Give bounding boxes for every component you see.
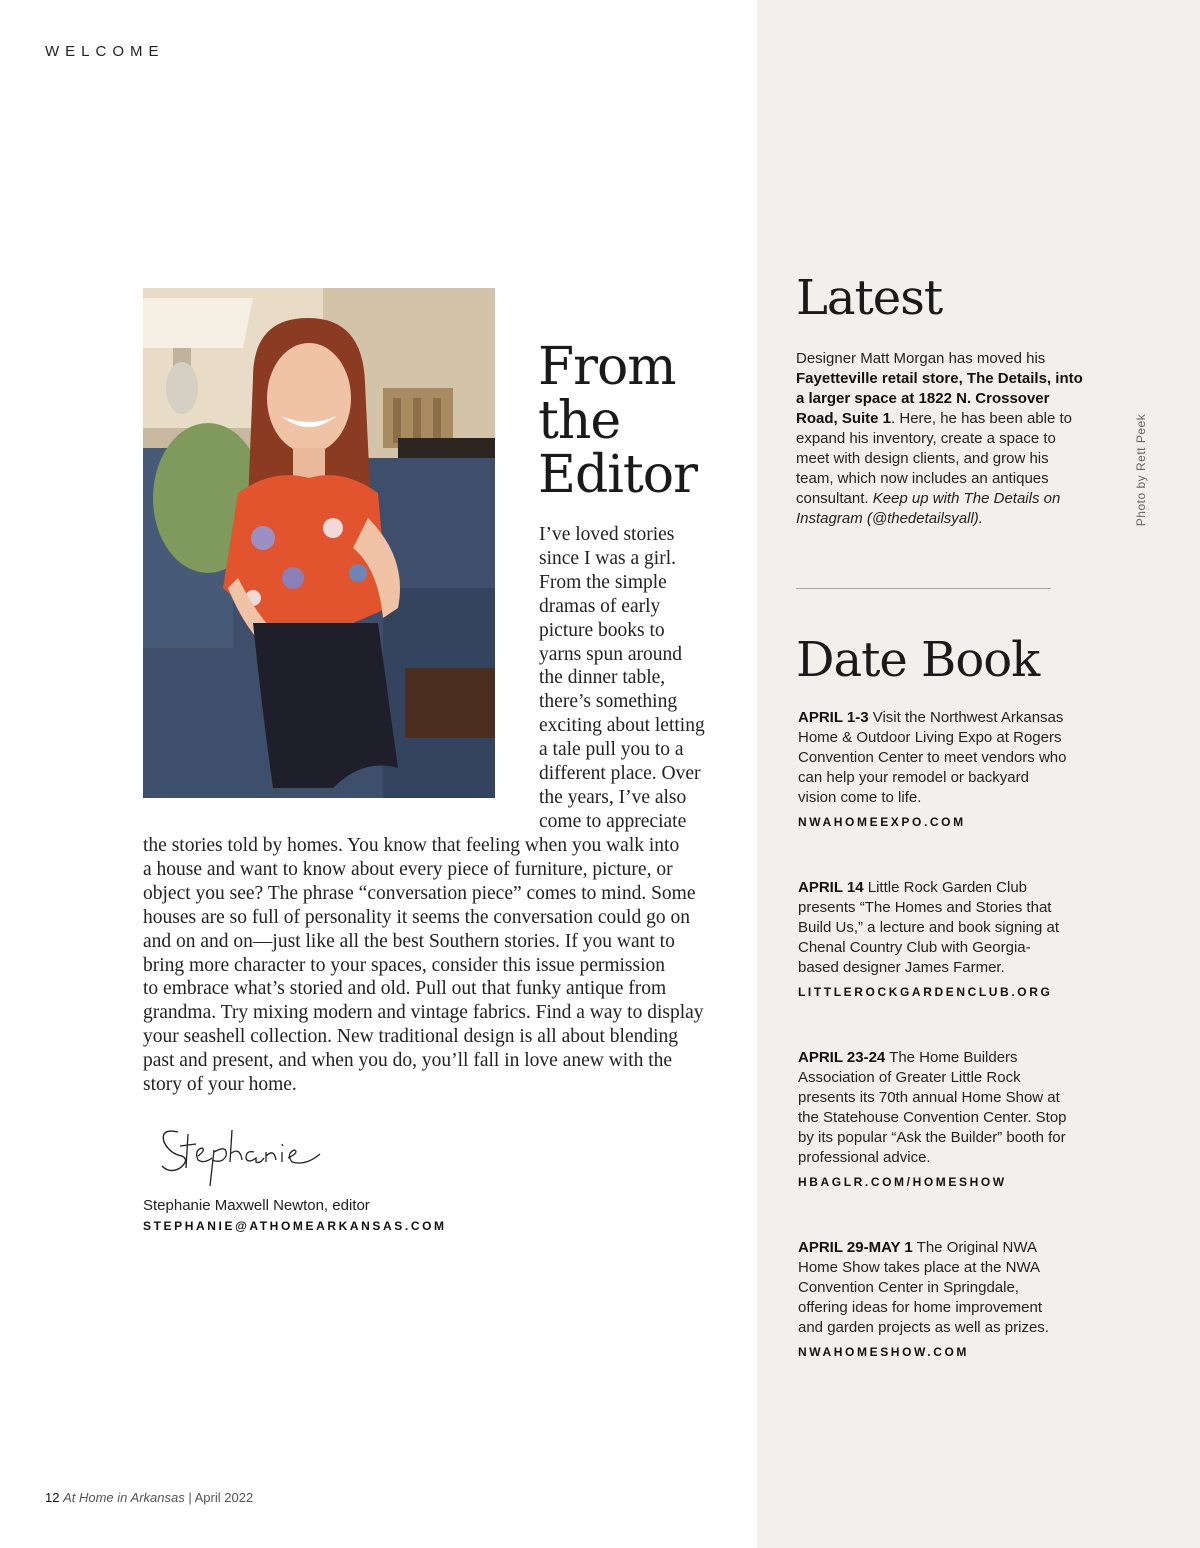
letter-line: since I was a girl.	[539, 547, 676, 569]
section-label: WELCOME	[45, 43, 165, 60]
letter-line: a house and want to know about every piece of furniture, picture, or	[143, 858, 673, 880]
event-item	[798, 1238, 1068, 1362]
letter-line: there’s something	[539, 691, 678, 713]
issue-date: April 2022	[194, 1490, 254, 1505]
page-title	[538, 337, 697, 505]
letter-line: yarns spun around	[539, 643, 682, 665]
event-date: APRIL 23-24	[798, 1049, 886, 1066]
latest-heading: Latest	[796, 270, 943, 326]
event-item	[798, 1048, 1068, 1192]
letter-line: dramas of early	[539, 595, 661, 617]
letter-line: story of your home.	[143, 1074, 297, 1096]
letter-line: exciting about letting	[539, 715, 705, 737]
letter-line: I’ve loved stories	[539, 524, 675, 545]
letter-line: and on and on—just like all the best Southern stories. If you want to	[143, 930, 675, 952]
page-number: 12	[45, 1490, 60, 1505]
letter-line: the years, I’ve also	[539, 786, 687, 808]
letter-line: picture books to	[539, 619, 665, 641]
event-link[interactable]: NWAHOMEEXPO.COM	[798, 815, 966, 829]
event-link[interactable]: NWAHOMESHOW.COM	[798, 1345, 969, 1359]
letter-line: come to appreciate	[539, 810, 687, 832]
event-link[interactable]: HBAGLR.COM/HOMESHOW	[798, 1175, 1007, 1189]
letter-line: past and present, and when you do, you’ll fall in love anew with the	[143, 1050, 673, 1072]
divider	[796, 588, 1051, 589]
title-line: Editor	[538, 445, 697, 505]
letter-line: object you see? The phrase “conversation piece” comes to mind. Some	[143, 882, 696, 904]
editor-letter-body	[143, 834, 723, 1097]
editor-portrait	[143, 288, 495, 798]
event-item	[798, 708, 1068, 832]
letter-line: a tale pull you to a	[539, 739, 684, 761]
event-description: The Original NWA Home Show takes place at the NWA Convention Center in Springdale, offering ideas for home improvement and garden projects as well as prizes.	[798, 1239, 1049, 1336]
letter-line: the dinner table,	[539, 667, 666, 689]
letter-line: grandma. Try mixing modern and vintage fabrics. Find a way to display	[143, 1002, 704, 1024]
letter-line: From the simple	[539, 571, 667, 593]
editor-letter-intro	[539, 523, 739, 834]
footer-separator: |	[188, 1490, 192, 1505]
editor-email-link[interactable]: STEPHANIE@ATHOMEARKANSAS.COM	[143, 1219, 447, 1233]
event-description: The Home Builders Association of Greater Little Rock presents its 70th annual Home Show at the Statehouse Convention Center. Stop by its popular “Ask the Builder” booth for professional advice.	[798, 1049, 1067, 1166]
editor-name: Stephanie Maxwell Newton, editor	[143, 1197, 370, 1214]
event-description: Visit the Northwest Arkansas Home & Outdoor Living Expo at Rogers Convention Center to meet vendors who can help your remodel or backyard vision come to life.	[798, 709, 1067, 806]
photo-credit: Photo by Rett Peek	[1134, 413, 1148, 527]
event-link[interactable]: LITTLEROCKGARDENCLUB.ORG	[798, 985, 1053, 999]
event-date: APRIL 1-3	[798, 709, 869, 726]
page-footer	[45, 1490, 253, 1505]
magazine-name: At Home in Arkansas	[63, 1490, 185, 1505]
letter-line: bring more character to your spaces, consider this issue permission	[143, 954, 666, 976]
title-line: the	[538, 391, 621, 451]
editor-signature	[150, 1120, 330, 1190]
event-date: APRIL 29-MAY 1	[798, 1239, 913, 1256]
datebook-heading: Date Book	[796, 632, 1040, 688]
letter-line: different place. Over	[539, 763, 701, 785]
event-date: APRIL 14	[798, 879, 864, 896]
event-item	[798, 878, 1068, 1002]
letter-line: to embrace what’s storied and old. Pull out that funky antique from	[143, 978, 667, 1000]
letter-line: the stories told by homes. You know that feeling when you walk into	[143, 835, 680, 856]
latest-text-part: Designer Matt Morgan has moved his	[796, 350, 1046, 367]
latest-paragraph	[796, 349, 1086, 529]
latest-instagram-note: Keep up with The Details on Instagram (@thedetailsyall).	[796, 490, 1061, 527]
title-line: From	[538, 337, 676, 397]
letter-line: your seashell collection. New traditional design is all about blending	[143, 1026, 679, 1048]
event-description: Little Rock Garden Club presents “The Homes and Stories that Build Us,” a lecture and book signing at Chenal Country Club with Georgia-based designer James Farmer.	[798, 879, 1059, 976]
latest-highlight: Fayetteville retail store, The Details, into a larger space at 1822 N. Crossover Road, Suite 1	[796, 370, 1083, 427]
letter-line: houses are so full of personality it seems the conversation could go on	[143, 906, 690, 928]
latest-text-part: . Here, he has been able to expand his inventory, create a space to meet with design clients, and grow his team, which now includes an antiques consultant.	[796, 410, 1072, 507]
